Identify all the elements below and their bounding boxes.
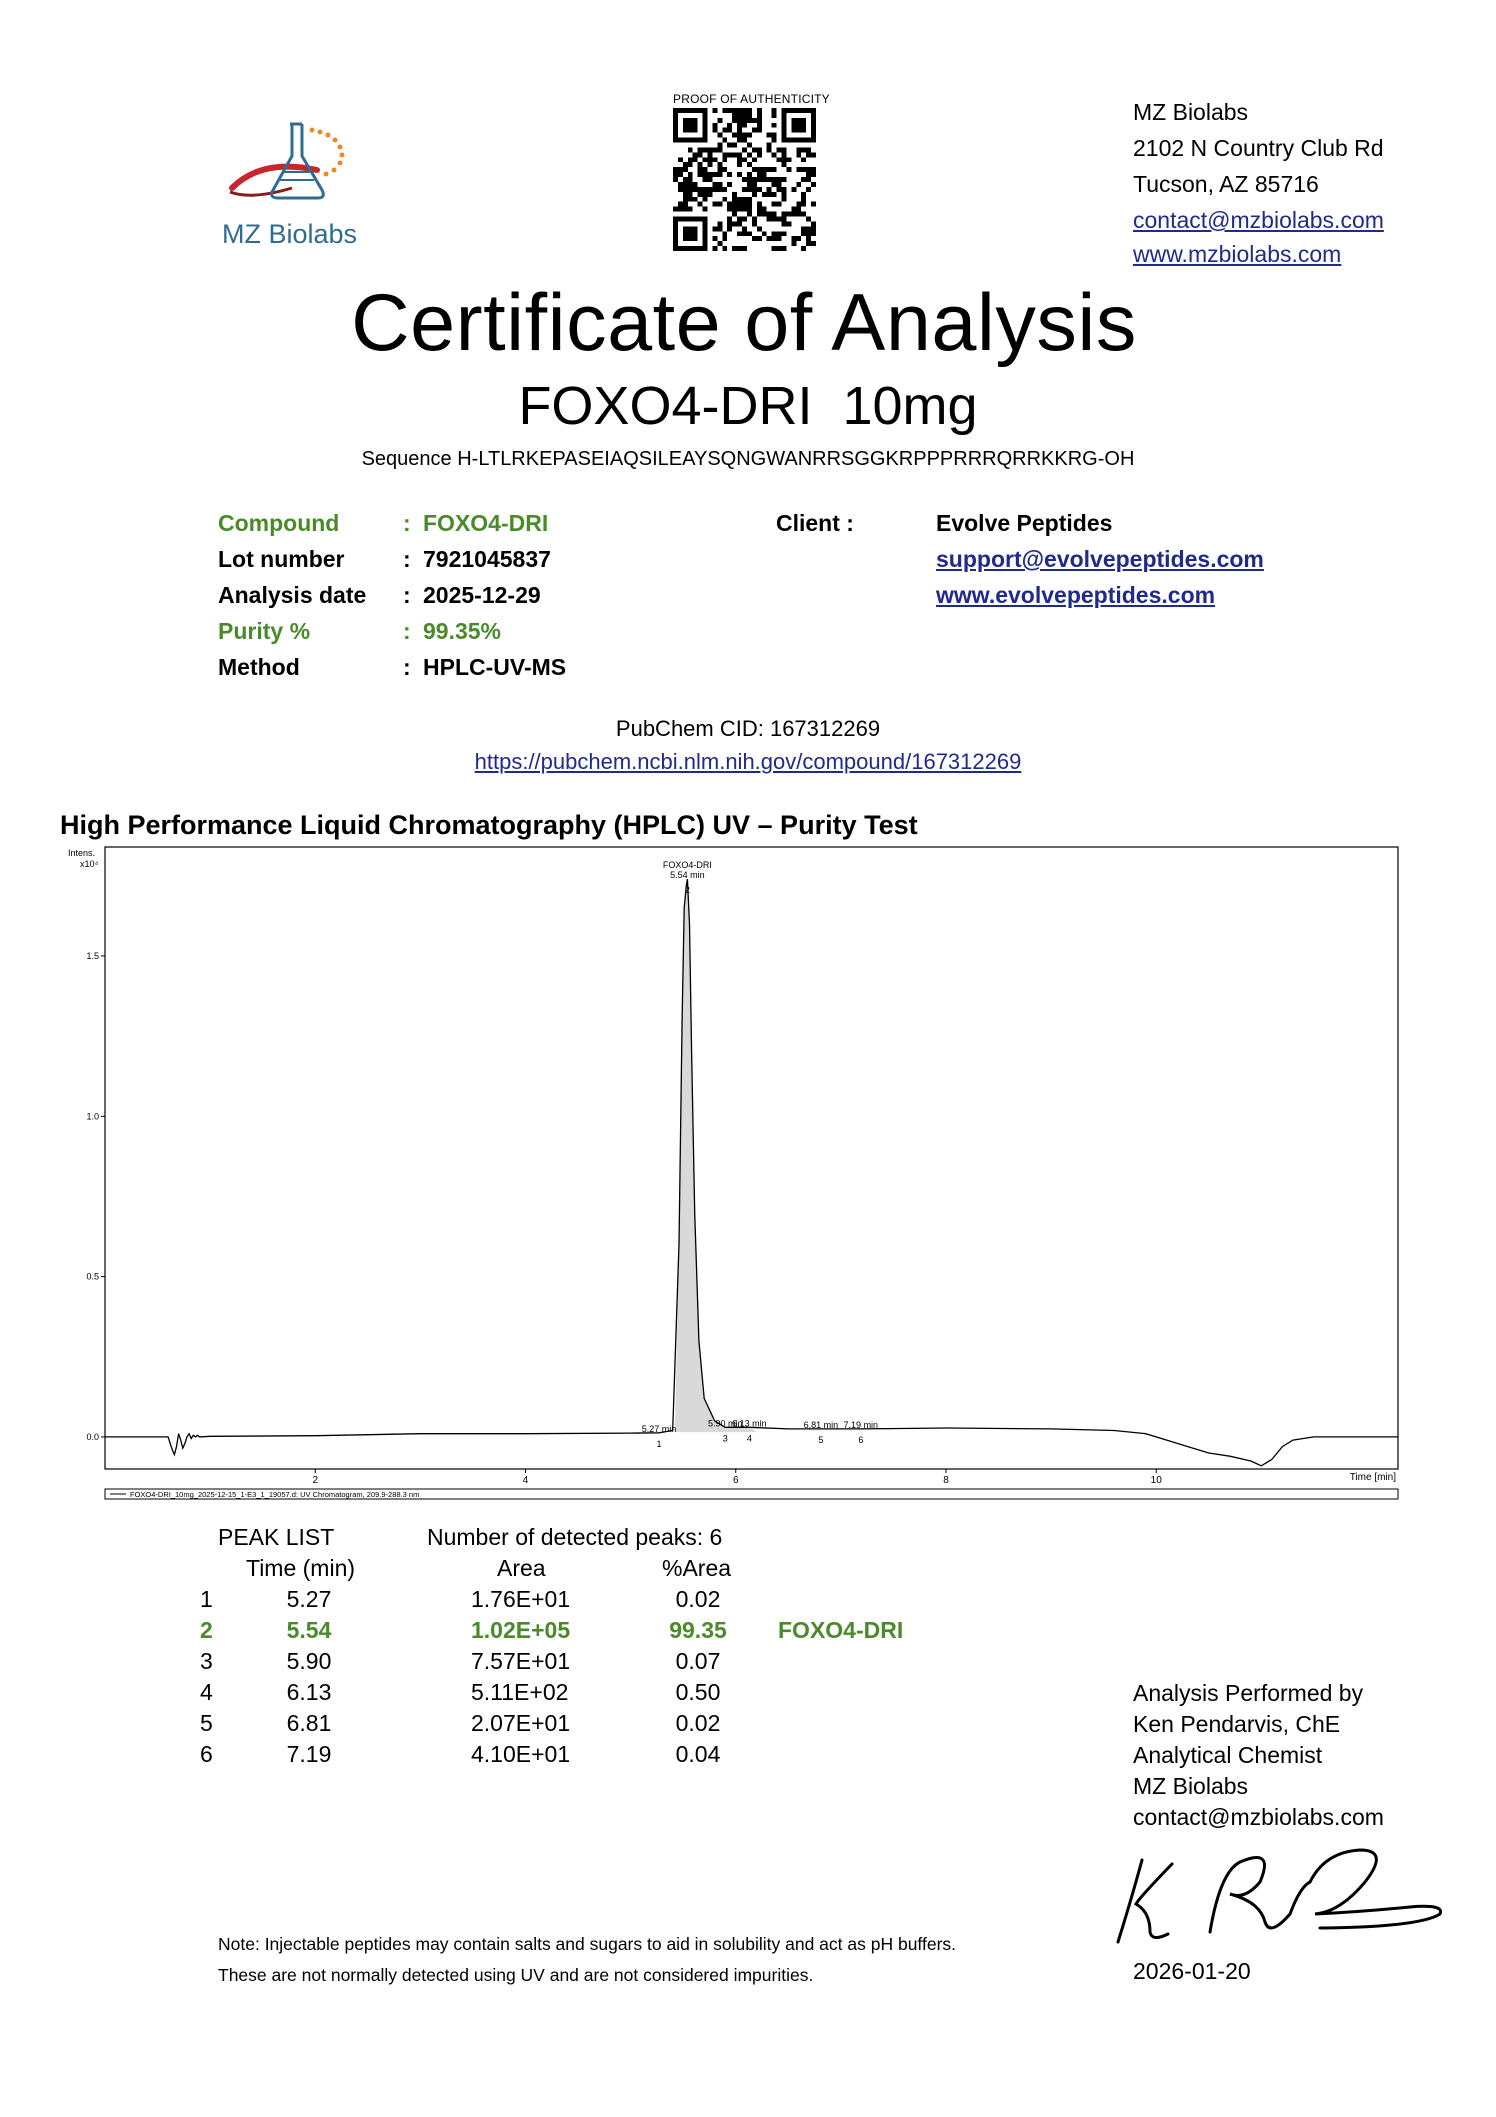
detail-purity: Purity % : 99.35% <box>218 618 566 654</box>
peak-row <box>200 1617 960 1648</box>
note-line-2: These are not normally detected using UV and are not considered impurities. <box>218 1965 814 1985</box>
peak-row <box>200 1710 960 1741</box>
peak-pct-area: 0.02 <box>675 1586 721 1612</box>
peak-pct-area: 0.07 <box>675 1648 721 1674</box>
peptide-sequence: Sequence H-LTLRKEPASEIAQSILEAYSQNGWANRRSGGKRPPPRRRQRRKKRG-OH <box>361 448 1135 470</box>
col-pct-area: %Area <box>662 1555 732 1581</box>
detail-value: 7921045837 <box>423 546 551 572</box>
peak-number-label: 1 <box>656 1438 662 1449</box>
plot-frame <box>105 847 1398 1469</box>
peak-list <box>200 1524 960 1772</box>
peak-row <box>200 1648 960 1679</box>
peak-number: 3 <box>200 1648 213 1674</box>
peak-column-headers <box>200 1555 960 1586</box>
peak-number: 1 <box>200 1586 213 1612</box>
analyst-email: contact@mzbiolabs.com <box>1133 1804 1384 1830</box>
peak-area: 1.02E+05 <box>471 1617 571 1643</box>
peak-number-label: 2 <box>684 885 690 896</box>
x-tick-label: 10 <box>1150 1475 1162 1486</box>
lab-email-link[interactable]: contact@mzbiolabs.com <box>1133 207 1384 233</box>
hplc-title: High Performance Liquid Chromatography (HPLC) UV – Purity Test <box>60 810 918 840</box>
peak-name-label: FOXO4-DRI <box>662 860 712 871</box>
lab-address <box>1133 94 1384 272</box>
peak-area: 5.11E+02 <box>471 1679 569 1705</box>
pubchem-link[interactable]: https://pubchem.ncbi.nlm.nih.gov/compound/167312269 <box>474 749 1022 774</box>
qr-code[interactable] <box>673 108 816 251</box>
analyst-name: Ken Pendarvis, ChE <box>1133 1711 1341 1737</box>
lab-website-link[interactable]: www.mzbiolabs.com <box>1133 241 1342 267</box>
handwritten-signature-icon <box>1110 1842 1450 1952</box>
y-tick-label: 0.0 <box>86 1431 99 1442</box>
detail-value: 99.35% <box>423 618 502 644</box>
peak-time-label: 5.27 min <box>641 1423 677 1434</box>
lab-address-city: Tucson, AZ 85716 <box>1133 171 1319 197</box>
peak-pct-area: 0.02 <box>675 1710 721 1736</box>
client-label: Client : <box>776 510 854 536</box>
col-area: Area <box>497 1555 546 1581</box>
pubchem-block <box>0 716 1496 775</box>
client-name: Evolve Peptides <box>936 510 1113 536</box>
client-email-link[interactable]: support@evolvepeptides.com <box>936 546 1264 572</box>
client-info <box>936 510 1264 618</box>
peak-row <box>200 1741 960 1772</box>
lab-logo <box>222 118 372 213</box>
chromatogram-svg <box>60 844 1400 1504</box>
peak-pct-area: 99.35 <box>669 1617 727 1643</box>
peak-number-label: 5 <box>818 1434 824 1445</box>
detail-method: Method : HPLC-UV-MS <box>218 654 566 690</box>
detail-date: Analysis date : 2025-12-29 <box>218 582 566 618</box>
peak-time: 7.19 <box>286 1741 332 1767</box>
uv-trace-line <box>105 879 1398 1466</box>
peak-time-label: 5.54 min <box>670 870 705 881</box>
product-name: FOXO4-DRI 10mg <box>518 376 978 436</box>
x-axis-label: Time [min] <box>1349 1472 1396 1483</box>
detail-value: FOXO4-DRI <box>423 510 549 536</box>
peak-list-header <box>200 1524 960 1555</box>
x-tick-label: 2 <box>312 1475 319 1486</box>
analyst-org: MZ Biolabs <box>1133 1773 1249 1799</box>
analyst-line: Analysis Performed by <box>1133 1680 1364 1706</box>
lab-address-name: MZ Biolabs <box>1133 99 1249 125</box>
peak-time: 5.54 <box>286 1617 332 1643</box>
y-tick-label: 1.0 <box>86 1111 99 1122</box>
analyst-title: Analytical Chemist <box>1133 1742 1323 1768</box>
peak-time-label: 6.81 min <box>803 1419 839 1430</box>
peak-compound: FOXO4-DRI <box>778 1617 904 1643</box>
peak-time-label: 6.13 min <box>732 1418 767 1429</box>
peak-area: 2.07E+01 <box>471 1710 571 1736</box>
peak-row <box>200 1586 960 1617</box>
peak-number-label: 6 <box>858 1434 864 1445</box>
peak-time: 5.90 <box>286 1648 332 1674</box>
x-tick-label: 4 <box>522 1475 529 1486</box>
peak-area: 7.57E+01 <box>471 1648 571 1674</box>
note-line-1: Note: Injectable peptides may contain salts and sugars to aid in solubility and act as pH buffers. <box>218 1934 957 1954</box>
analyst-block <box>1133 1678 1384 1833</box>
detail-label: Analysis date <box>218 582 367 608</box>
peak-time: 6.13 <box>286 1679 332 1705</box>
peak-time: 6.81 <box>286 1710 332 1736</box>
y-axis-exponent: x10⁴ <box>80 859 99 869</box>
peak-number-label: 3 <box>722 1433 728 1444</box>
peak-number: 6 <box>200 1741 213 1767</box>
x-tick-label: 8 <box>943 1475 949 1486</box>
peak-number-label: 4 <box>746 1433 752 1444</box>
peak-number: 4 <box>200 1679 213 1705</box>
detail-value: HPLC-UV-MS <box>423 654 567 680</box>
peak-row <box>200 1679 960 1710</box>
detail-label: Compound <box>218 510 340 536</box>
pubchem-cid: PubChem CID: 167312269 <box>615 716 881 741</box>
peak-number: 5 <box>200 1710 213 1736</box>
detail-lot: Lot number : 7921045837 <box>218 546 566 582</box>
y-axis-label: Intens. <box>68 848 96 858</box>
trace-legend: FOXO4-DRI_10mg_2025-12-15_1-E3_1_19057.d: UV Chromatogram, 209.9-288.3 nm <box>130 1490 420 1499</box>
detail-label: Lot number <box>218 546 345 572</box>
peak-rows <box>200 1586 960 1772</box>
peak-area: 4.10E+01 <box>471 1741 571 1767</box>
flask-logo-icon <box>222 118 372 213</box>
peak-pct-area: 0.50 <box>675 1679 721 1705</box>
client-website-link[interactable]: www.evolvepeptides.com <box>936 582 1216 608</box>
analysis-details <box>218 510 566 690</box>
x-tick-label: 6 <box>732 1475 739 1486</box>
peak-time-label: 7.19 min <box>843 1419 879 1430</box>
detail-label: Purity % <box>218 618 311 644</box>
qr-code-icon <box>673 108 816 251</box>
main-peak-fill <box>675 879 757 1432</box>
peak-time-label: 5.90 min <box>707 1418 743 1429</box>
detail-label: Method <box>218 654 300 680</box>
detail-compound: Compound : FOXO4-DRI <box>218 510 566 546</box>
lab-address-street: 2102 N Country Club Rd <box>1133 135 1384 161</box>
detail-value: 2025-12-29 <box>423 582 541 608</box>
peak-count: Number of detected peaks: 6 <box>427 1524 723 1550</box>
peak-pct-area: 0.04 <box>675 1741 721 1767</box>
peak-time: 5.27 <box>286 1586 332 1612</box>
qr-caption: PROOF OF AUTHENTICITY <box>673 92 830 106</box>
y-tick-label: 0.5 <box>86 1271 99 1282</box>
signature <box>1110 1842 1450 1952</box>
col-time: Time (min) <box>246 1555 356 1581</box>
peak-number: 2 <box>200 1617 213 1643</box>
peak-area: 1.76E+01 <box>471 1586 571 1612</box>
peak-list-title: PEAK LIST <box>218 1524 335 1550</box>
impurity-note <box>218 1929 956 1991</box>
y-tick-label: 1.5 <box>86 951 99 962</box>
hplc-chromatogram <box>60 844 1400 1504</box>
logo-text: MZ Biolabs <box>222 219 358 249</box>
document-title: Certificate of Analysis <box>351 278 1137 368</box>
signature-date: 2026-01-20 <box>1133 1958 1251 1984</box>
